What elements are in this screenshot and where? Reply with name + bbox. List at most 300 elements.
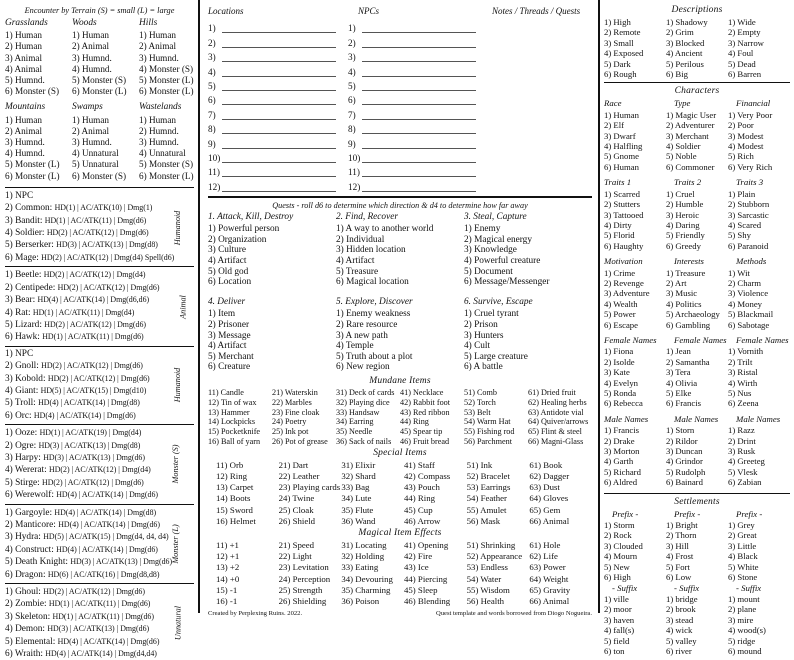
location-input-line[interactable] (222, 152, 336, 163)
character-table-header: Motivation (604, 256, 643, 267)
list-item: 63) Antidote vial (528, 407, 584, 417)
mundane-item-column (464, 388, 528, 447)
list-item: 1) Powerful person (208, 224, 280, 235)
location-input-line[interactable] (222, 51, 336, 62)
monster-stats: HD(2) | AC/ATK(12) | Dmg(d6) (47, 373, 150, 383)
monster-stats: HD(2) | AC/ATK(12) | Dmg(d6) (41, 361, 143, 371)
settlements-prefix-grid (604, 509, 790, 583)
character-option-column (728, 346, 790, 408)
list-item: 42) Compass (404, 470, 451, 481)
list-item: 3) Little (728, 540, 757, 551)
monster-row (5, 464, 180, 476)
monster-row (5, 331, 180, 343)
monster-name: 6) Mage: (5, 252, 42, 263)
list-item: 16) -1 (216, 596, 238, 607)
monster-stats: HD(1) | AC/ATK(11) | Dmg(d6) (42, 332, 144, 342)
list-item: 53) Endless (466, 562, 508, 573)
list-item: 2) Humble (666, 199, 704, 210)
row-number: 1) (208, 23, 216, 34)
list-item: 1) mount (728, 593, 760, 604)
monster-stats: HD(2) | AC/ATK(12) | Dmg(d6) (57, 282, 160, 292)
monster-sections (5, 187, 194, 660)
terrain-entries (139, 115, 201, 182)
list-item: 51) Shrinking (466, 540, 516, 550)
list-item: 5) White (728, 561, 759, 572)
npc-input-line[interactable] (362, 152, 476, 163)
monster-row (5, 252, 180, 264)
quest-title: 3. Steal, Capture (464, 211, 527, 222)
magical-item-column (529, 540, 592, 607)
list-item: 2) Charm (728, 277, 762, 288)
list-item: 24) Perception (278, 573, 331, 584)
list-item: 3) Merchant (666, 130, 709, 141)
list-item: 61) Book (529, 459, 563, 470)
list-item: 1) Item (208, 309, 236, 320)
list-item: 56) Mask (466, 515, 501, 526)
list-item: 3) Humnd. (139, 52, 179, 63)
quest-entry-list (208, 309, 336, 373)
list-item: 2) Trilt (728, 356, 753, 367)
list-item: 4) Soldier (666, 141, 701, 152)
monster-row (5, 440, 180, 452)
list-item: 3) Hidden location (336, 245, 406, 256)
location-input-line[interactable] (222, 22, 336, 33)
monster-name: 5) Stirge: (5, 477, 43, 488)
tables-column (600, 0, 794, 656)
terrain-entry-list (5, 30, 72, 97)
list-item: 11) +1 (216, 540, 239, 550)
list-item: 4) wick (666, 625, 693, 636)
monster-row (5, 294, 180, 306)
list-item: 3) Humnd. (72, 52, 112, 63)
character-option-column (728, 268, 790, 330)
monster-name: 1) NPC (5, 190, 34, 201)
settlement-suffix-header: - Suffix (674, 582, 700, 593)
list-item: 4) Artifact (208, 341, 247, 352)
monster-name: 1) Ghoul: (5, 587, 44, 598)
monster-stats: HD(1) | AC/ATK(11) | Dmg(d6) (48, 599, 151, 609)
character-table (604, 177, 790, 251)
list-item: 55) Fishing rod (464, 427, 515, 437)
character-table-header: Type (674, 98, 691, 109)
list-item: 2) Remote (604, 27, 641, 38)
list-item: 4) Unnatural (72, 148, 119, 159)
monster-name: 4) Demon: (5, 624, 48, 635)
npc-input-line[interactable] (362, 94, 476, 105)
special-items-grid (208, 460, 592, 527)
list-item: 22) Leather (278, 470, 320, 481)
monster-stats: HD(3) | AC/ATK(13) | Dmg(d6) (47, 624, 150, 634)
list-item: 14) Boots (216, 493, 251, 504)
list-item: 1) Enemy weakness (336, 309, 411, 320)
list-item: 1) Shadowy (666, 17, 708, 27)
monster-name: 3) Bear: (5, 295, 38, 306)
worksheet-lists (208, 6, 592, 192)
descriptions-grid (604, 17, 790, 79)
list-item: 2) Animal (5, 125, 43, 136)
location-input-line[interactable] (222, 123, 336, 134)
monster-stats: HD(1) | AC/ATK(10) | Dmg(1) (54, 203, 153, 213)
list-item: 4) Cult (464, 341, 491, 352)
list-item: 4) Scared (728, 219, 762, 230)
list-item: 56) Health (466, 596, 505, 607)
row-number: 9) (348, 138, 356, 149)
npc-entry-row (348, 134, 488, 148)
monster-row (5, 477, 180, 489)
list-item: 1) Magic User (666, 109, 717, 120)
list-item: 4) Exposed (604, 48, 644, 59)
character-option-column (666, 268, 728, 330)
npc-entry-row (348, 105, 488, 119)
list-item: 65) Gem (529, 504, 561, 515)
row-number: 1) (348, 23, 356, 34)
list-item: 4) Greeteg (728, 456, 765, 467)
terrain-grid (5, 18, 194, 97)
location-entry-row (208, 77, 348, 91)
monster-stats: HD(4) | AC/ATK(14) | Dmg(d6) (56, 544, 158, 554)
divider (5, 266, 194, 267)
monster-stats: HD(1) | AC/ATK(11) | Dmg(d6) (44, 215, 147, 225)
list-item: 4) Humnd. (5, 148, 45, 159)
list-item: 33) Handsaw (336, 407, 380, 417)
list-item: 1) A way to another world (336, 224, 434, 235)
location-input-line[interactable] (222, 181, 336, 192)
npc-entry-row (348, 62, 488, 76)
monster-list (5, 190, 183, 264)
divider (5, 583, 194, 584)
list-item: 5) Friendly (666, 230, 705, 241)
settlement-suffix-column (666, 594, 728, 656)
list-item: 21) Dart (278, 459, 309, 470)
list-item: 1) Bright (666, 520, 698, 531)
list-item: 11) Candle (208, 388, 244, 397)
list-item: 2) Isolde (604, 356, 635, 367)
list-item: 3) Sarcastic (728, 209, 769, 220)
settlement-suffix-header: - Suffix (612, 582, 638, 593)
row-number: 4) (208, 66, 216, 77)
magical-effects-grid (208, 540, 592, 607)
npc-input-line[interactable] (362, 109, 476, 120)
list-item: 54) Warm Hat (464, 417, 511, 427)
encounter-title: Encounter by Terrain (S) = small (L) = large (24, 6, 175, 15)
divider (5, 424, 194, 425)
list-item: 36) Wand (341, 515, 376, 526)
list-item: 53) Belt (464, 407, 491, 417)
list-item: 2) Prisoner (208, 320, 250, 331)
list-item: 2) Samantha (666, 356, 710, 367)
monster-row (5, 360, 180, 372)
list-item: 66) Magni-Glass (528, 436, 584, 446)
list-item: 45) Cup (404, 504, 433, 515)
list-item: 4) Evelyn (604, 377, 639, 388)
quest-block (464, 297, 592, 373)
quest-title: 4. Deliver (208, 296, 246, 307)
list-item: 63) Dust (529, 482, 560, 493)
list-item: 6) High (604, 572, 631, 583)
list-item: 43) Pouch (404, 482, 440, 493)
npc-input-line[interactable] (362, 66, 476, 77)
list-item: 6) Big (666, 69, 688, 80)
location-entry-row (208, 91, 348, 105)
list-item: 42) Rabbit foot (400, 397, 451, 407)
quest-entry-list (208, 224, 336, 288)
description-column (666, 17, 728, 79)
character-table-header: Female Names (604, 334, 657, 345)
monster-stats: HD(4) | AC/ATK(14) | Dmg(d6,d6) (37, 295, 150, 305)
monster-name: 2) Zombie: (5, 599, 49, 610)
list-item: 4) Modest (728, 141, 764, 152)
list-item: 5) ridge (728, 635, 756, 646)
list-item: 6) Commoner (666, 161, 715, 172)
special-item-column (404, 460, 467, 527)
npc-entry-row (348, 91, 488, 105)
location-input-line[interactable] (222, 80, 336, 91)
list-item: 1) bridge (666, 593, 698, 604)
character-option-column (604, 346, 666, 408)
character-table (604, 414, 790, 488)
character-table-header: Traits 2 (674, 177, 702, 188)
character-table-header: Male Names (674, 413, 719, 424)
list-item: 5) New (604, 561, 630, 572)
list-item: 55) Wisdom (466, 584, 510, 595)
character-table-header: Traits 3 (736, 177, 764, 188)
quests-grid-top (208, 212, 592, 290)
monster-stats: HD(4) | AC/ATK(14) | Dmg(d6) (33, 410, 136, 420)
list-item: 62) Dagger (529, 470, 570, 481)
list-item: 6) Greedy (666, 240, 701, 251)
quest-block (336, 297, 464, 373)
monster-row (5, 191, 180, 202)
list-item: 3) Humnd. (139, 137, 179, 148)
list-item: 3) Tattooed (604, 209, 644, 220)
monster-stats: HD(1) | AC/ATK(11) | Dmg(d6) (52, 611, 155, 621)
character-table (604, 256, 790, 330)
divider (604, 82, 790, 83)
list-item: 3) Dwarf (604, 130, 636, 141)
list-item: 32) Shard (341, 470, 376, 481)
character-option-column (604, 189, 666, 251)
list-item: 41) Necklace (400, 388, 444, 397)
list-item: 25) Strength (278, 584, 323, 595)
list-item: 44) Piercing (404, 573, 448, 584)
row-number: 2) (208, 37, 216, 48)
npc-input-line[interactable] (362, 123, 476, 134)
descriptions-title: Descriptions (671, 5, 723, 15)
monster-row (5, 239, 180, 251)
list-item: 33) Bag (341, 482, 370, 493)
character-grid (604, 335, 790, 409)
list-item: 5) Vlesk (728, 466, 758, 477)
character-grid (604, 414, 790, 488)
character-table-header: Male Names (736, 413, 781, 424)
monster-stats: HD(3) | AC/ATK(13) | Dmg(d6) (70, 557, 173, 567)
monster-name: 3) Skeleton: (5, 611, 53, 622)
character-grid (604, 98, 790, 172)
description-column (728, 17, 790, 79)
list-item: 46) Fruit bread (400, 436, 450, 446)
quest-title: 5. Explore, Discover (336, 296, 413, 307)
list-item: 6) Francis (666, 398, 701, 409)
monster-stats: HD(2) | AC/ATK(12) | Dmg(d6) (46, 228, 149, 238)
location-input-line[interactable] (222, 109, 336, 120)
list-item: 4) Garth (604, 456, 634, 467)
list-item: 3) Knowledge (464, 245, 517, 256)
npc-input-line[interactable] (362, 51, 476, 62)
location-entry-row (208, 177, 348, 191)
list-item: 4) Frost (666, 551, 694, 562)
monster-name: 5) Elemental: (5, 636, 58, 647)
list-item: 5) valley (666, 635, 697, 646)
terrain-entry-list (72, 30, 139, 97)
location-entry-row (208, 19, 348, 33)
monster-name: 3) Kobold: (5, 373, 48, 384)
monster-name: 1) Gargoyle: (5, 507, 55, 518)
location-input-line[interactable] (222, 94, 336, 105)
list-item: 1) Enemy (464, 224, 501, 235)
npc-input-line[interactable] (362, 181, 476, 192)
list-item: 2) Empty (728, 27, 761, 38)
list-item: 1) Storn (666, 425, 695, 436)
row-number: 9) (208, 138, 216, 149)
character-option-column (728, 425, 790, 487)
npc-input-line[interactable] (362, 37, 476, 48)
monster-row (5, 556, 180, 568)
list-item: 51) Comb (464, 388, 497, 397)
list-item: 5) Power (604, 309, 636, 320)
list-item: 2) Animal (72, 41, 110, 52)
list-item: 6) Human (604, 161, 639, 172)
list-item: 64) Weight (529, 573, 569, 584)
list-item: 26) Shielding (278, 596, 327, 607)
list-item: 2) Revenge (604, 277, 644, 288)
magical-item-column (404, 540, 467, 607)
characters-title: Characters (674, 86, 720, 97)
list-item: 5) Large creature (464, 351, 528, 362)
settlement-prefix-column (728, 520, 790, 582)
settlement-suffix-column (604, 594, 666, 656)
npc-entry-row (348, 48, 488, 62)
special-item-column (529, 460, 592, 527)
location-input-line[interactable] (222, 66, 336, 77)
list-item: 5) Fort (666, 561, 690, 572)
npc-input-line[interactable] (362, 138, 476, 149)
list-item: 1) Jean (666, 346, 691, 357)
list-item: 5) Dead (728, 58, 756, 69)
list-item: 56) Parchment (464, 436, 512, 446)
quest-block (208, 297, 336, 373)
monster-row (5, 531, 180, 543)
list-item: 32) Playing dice (336, 397, 390, 407)
mundane-items-title: Mundane Items (369, 376, 431, 386)
monster-group-humanoid (5, 191, 194, 264)
location-input-line[interactable] (222, 166, 336, 177)
list-item: 6) Monster (S) (5, 86, 60, 97)
list-item: 4) Foul (728, 48, 754, 59)
list-item: 5) Monster (S) (139, 159, 194, 170)
list-item: 1) Human (604, 109, 639, 120)
list-item: 6) Sabotage (728, 319, 770, 330)
list-item: 61) Dried fruit (528, 388, 576, 397)
list-item: 6) Monster (L) (72, 86, 127, 97)
list-item: 4) Black (728, 551, 758, 562)
monster-row (5, 623, 180, 635)
row-number: 7) (208, 109, 216, 120)
list-item: 3) Clouded (604, 540, 643, 551)
npc-input-line[interactable] (362, 80, 476, 91)
list-item: 61) Hole (529, 540, 561, 550)
monster-category-label: Unnatural (173, 606, 183, 641)
monster-row (5, 569, 180, 581)
list-item: 66) Animal (529, 515, 570, 526)
settlement-prefix-header: Prefix - (674, 508, 701, 519)
list-item: 6) Very Rich (728, 161, 773, 172)
monster-stats: HD(2) | AC/ATK(12) | Dmg(d6) (42, 477, 144, 487)
settlement-suffix-column (728, 594, 790, 656)
list-item: 1) Wide (728, 17, 756, 27)
list-item: 6) Stone (728, 572, 758, 583)
monster-row (5, 373, 180, 385)
quest-block (464, 212, 592, 288)
monster-row (5, 227, 180, 239)
monster-stats: HD(2) | AC/ATK(12) | Dmg(d4) (43, 270, 146, 280)
list-item: 3) Heroic (666, 209, 700, 220)
quests-grid-bottom (208, 290, 592, 375)
list-item: 26) Pot of grease (272, 436, 328, 446)
list-item: 12) Tin of wax (208, 397, 257, 407)
monster-name: 2) Common: (5, 203, 55, 214)
character-table (604, 98, 790, 172)
monster-row (5, 507, 180, 519)
list-item: 2) Drake (604, 435, 635, 446)
location-entry-row (208, 105, 348, 119)
row-number: 5) (208, 80, 216, 91)
mundane-item-column (272, 388, 336, 447)
list-item: 4) Animal (5, 63, 43, 74)
monster-category-label: Humanoid (173, 368, 183, 403)
list-item: 2) Prison (464, 320, 498, 331)
monster-name: 4) Rat: (5, 307, 33, 318)
list-item: 55) Amulet (466, 504, 507, 515)
encounter-column (0, 0, 200, 660)
list-item: 4) Money (728, 298, 763, 309)
quest-title: 1. Attack, Kill, Destroy (208, 211, 294, 222)
terrain-block-row1 (5, 18, 194, 97)
monster-row (5, 319, 180, 331)
list-item: 3) Blocked (666, 37, 705, 48)
npc-input-line[interactable] (362, 166, 476, 177)
terrain-name: Mountains (5, 102, 46, 113)
list-item: 1) Human (72, 30, 109, 41)
list-item: 13) Hammer (208, 407, 250, 417)
monster-row (5, 636, 180, 648)
list-item: 66) Animal (529, 596, 570, 607)
list-item: 4) Monster (S) (139, 63, 194, 74)
monster-list (5, 269, 180, 343)
terrain-entries (72, 30, 139, 97)
list-item: 5) Humnd. (5, 75, 45, 86)
terrain-entries (72, 115, 139, 182)
list-item: 65) Gravity (529, 584, 571, 595)
list-item: 6) Gambling (666, 319, 711, 330)
location-input-line[interactable] (222, 37, 336, 48)
monster-stats: HD(3) | AC/ATK(13) | Dmg(d6) (43, 452, 145, 462)
list-item: 3) Violence (728, 288, 769, 299)
location-input-line[interactable] (222, 138, 336, 149)
character-option-column (728, 110, 790, 172)
list-item: 2) Humnd. (139, 125, 179, 136)
monster-row (5, 385, 180, 397)
npc-input-line[interactable] (362, 22, 476, 33)
